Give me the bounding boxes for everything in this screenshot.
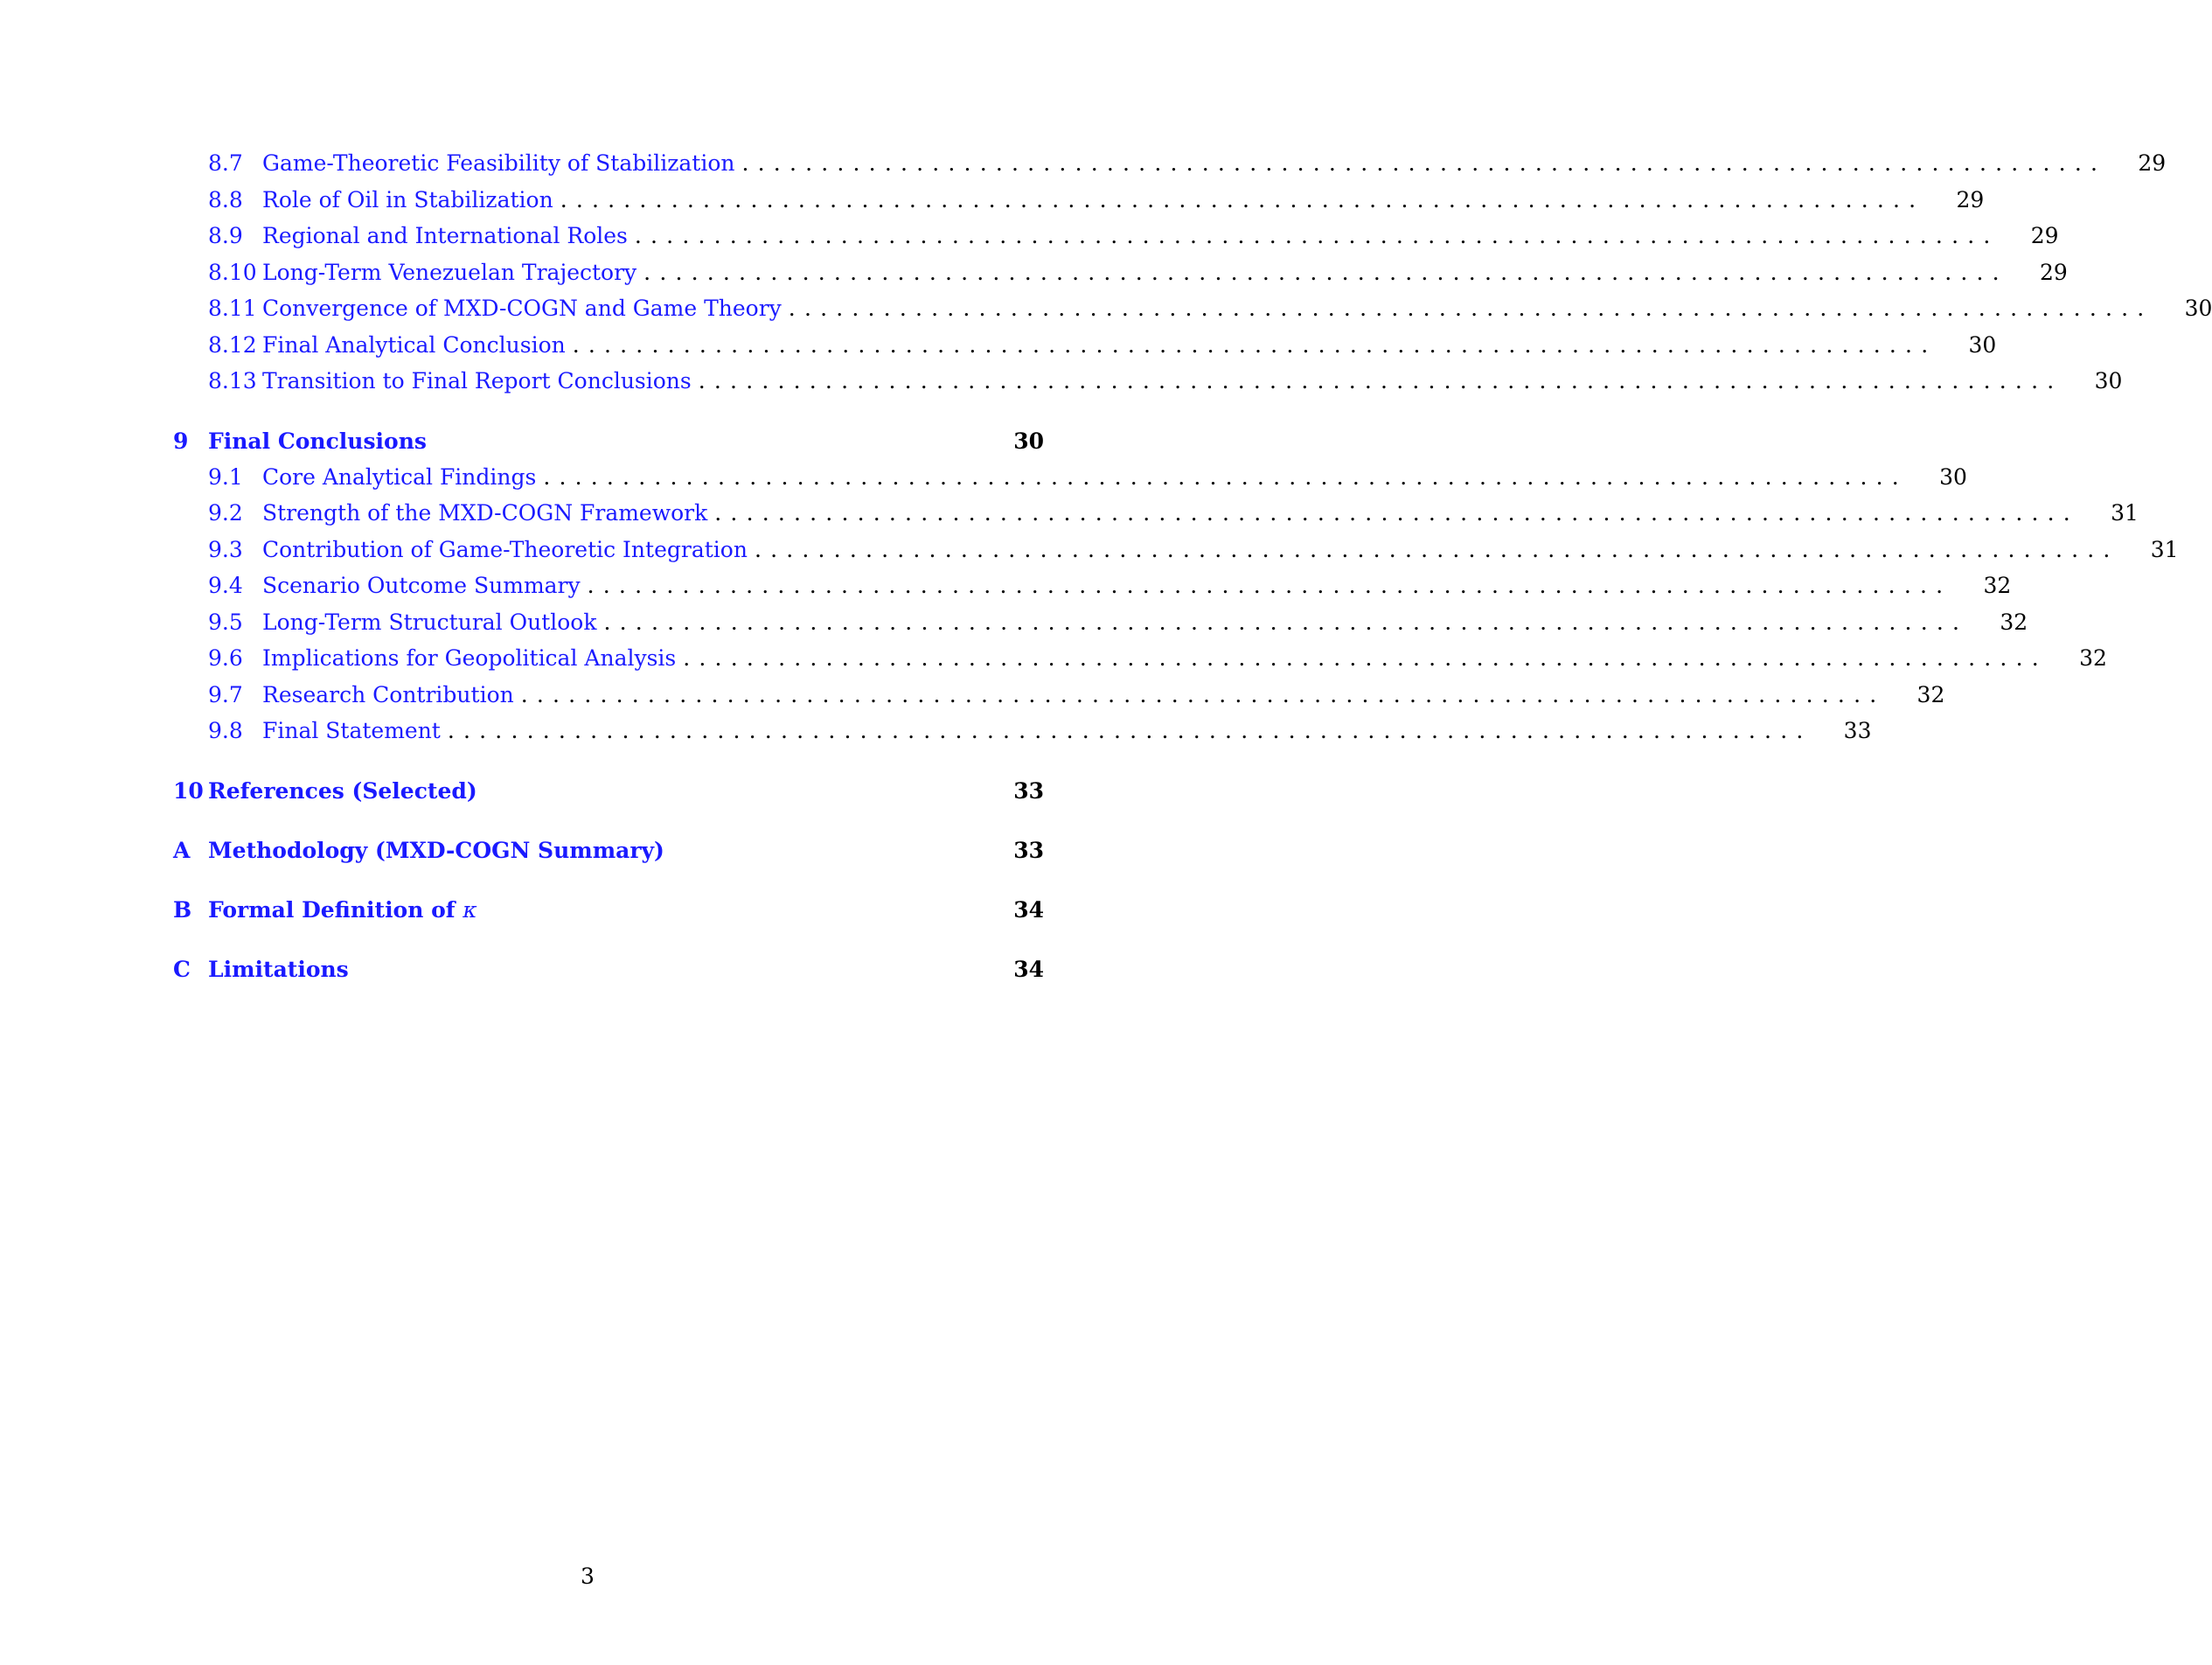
toc-section-page: 34: [1013, 956, 1044, 982]
toc-entry-page: 32: [2079, 645, 2107, 671]
toc-section-page: 34: [1013, 896, 1044, 923]
toc-entry-number: 9.2: [208, 500, 243, 526]
toc-entry-9-6[interactable]: [173, 645, 2107, 682]
dot-leader: ......................................................................................: [741, 150, 2107, 176]
toc-entry-page: 32: [1916, 681, 1945, 707]
dot-leader: ......................................................................................: [447, 718, 1812, 743]
toc-entry-title: Role of Oil in Stabilization: [262, 186, 553, 212]
toc-entry-page: 30: [1968, 331, 1997, 358]
toc-section-number: B: [173, 896, 192, 923]
toc-section-title: Limitations: [208, 956, 349, 982]
dot-leader: ......................................................................................: [587, 573, 1952, 598]
toc-appendix-a[interactable]: [173, 838, 1044, 874]
toc-entry-page: 31: [2150, 536, 2179, 562]
toc-entry-8-7[interactable]: [173, 150, 2167, 187]
toc-entry-9-3[interactable]: [173, 536, 2179, 574]
toc-entry-title: Game-Theoretic Feasibility of Stabilization: [262, 150, 735, 176]
toc-entry-page: 29: [1956, 186, 1985, 212]
toc-entry-title: Implications for Geopolitical Analysis: [262, 645, 677, 671]
toc-entry-page: 31: [2111, 500, 2139, 526]
toc-entry-number: 8.8: [208, 186, 243, 212]
toc-entry-8-13[interactable]: [173, 368, 2123, 405]
toc-entry-title: Research Contribution: [262, 681, 514, 707]
toc-section-page: 33: [1013, 777, 1044, 804]
toc-entry-page: 30: [2094, 368, 2123, 394]
toc-entry-title: Regional and International Roles: [262, 223, 628, 248]
toc-section-title: [208, 897, 477, 923]
toc-section-title: References (Selected): [208, 777, 477, 804]
toc-entry-page: 33: [1843, 718, 1872, 743]
toc-section-9[interactable]: [173, 428, 1044, 464]
toc-entry-8-10[interactable]: [173, 259, 2068, 296]
toc-entry-number: 9.8: [208, 718, 243, 743]
toc-entry-8-11[interactable]: [173, 296, 2212, 332]
dot-leader: ......................................................................................: [788, 296, 2153, 321]
toc-entry-number: 9.6: [208, 645, 243, 671]
toc-entry-title: Transition to Final Report Conclusions: [262, 368, 692, 394]
toc-entry-title: Final Statement: [262, 718, 441, 743]
toc-section-page: 30: [1013, 428, 1044, 454]
toc-section-number: 9: [173, 428, 189, 454]
toc-entry-title: Contribution of Game-Theoretic Integration: [262, 536, 748, 562]
dot-leader: ......................................................................................: [572, 331, 1937, 358]
dot-leader: ......................................................................................: [603, 609, 1969, 635]
toc-entry-9-4[interactable]: [173, 573, 2012, 610]
toc-entry-title: Long-Term Structural Outlook: [262, 609, 597, 635]
toc-section-page: 33: [1013, 837, 1044, 863]
toc-entry-page: 30: [2184, 296, 2212, 321]
toc-section-number: A: [173, 837, 191, 863]
toc-entry-number: 9.4: [208, 573, 243, 598]
dot-leader: ......................................................................................: [520, 681, 1886, 707]
toc-appendix-b[interactable]: [173, 897, 1044, 933]
toc-entry-9-1[interactable]: [173, 463, 1967, 501]
toc-entry-8-8[interactable]: [173, 186, 1985, 224]
table-of-contents: [173, 150, 2212, 993]
dot-leader: ......................................................................................: [543, 463, 1908, 490]
toc-entry-number: 8.12: [208, 331, 257, 358]
toc-entry-number: 9.5: [208, 609, 243, 635]
toc-entry-number: 8.11: [208, 296, 257, 321]
toc-entry-number: 8.10: [208, 259, 257, 285]
dot-leader: ......................................................................................: [560, 186, 1925, 212]
toc-entry-number: 9.3: [208, 536, 243, 562]
toc-entry-page: 29: [2138, 150, 2167, 176]
toc-entry-page: 32: [2000, 609, 2028, 635]
toc-entry-page: 32: [1983, 573, 2012, 598]
toc-entry-8-9[interactable]: [173, 223, 2059, 260]
dot-leader: ......................................................................................: [683, 645, 2048, 671]
toc-section-title: Methodology (MXD-COGN Summary): [208, 837, 664, 863]
dot-leader: ......................................................................................: [698, 368, 2063, 394]
toc-entry-9-8[interactable]: [173, 718, 1872, 755]
toc-entry-number: 8.13: [208, 368, 257, 394]
toc-section-title: Final Conclusions: [208, 428, 427, 454]
toc-entry-title: Final Analytical Conclusion: [262, 331, 566, 358]
toc-entry-9-2[interactable]: [173, 500, 2139, 537]
toc-entry-title: Convergence of MXD-COGN and Game Theory: [262, 296, 782, 321]
toc-entry-8-12[interactable]: [173, 331, 1997, 369]
toc-section-title-text: Formal Definition of: [208, 896, 463, 923]
toc-appendix-c[interactable]: [173, 957, 1044, 993]
dot-leader: ......................................................................................: [714, 500, 2079, 526]
dot-leader: ......................................................................................: [643, 259, 2008, 285]
toc-section-10[interactable]: [173, 778, 1044, 814]
dot-leader: ......................................................................................: [754, 536, 2119, 562]
toc-entry-number: 9.7: [208, 681, 243, 707]
toc-entry-title: Core Analytical Findings: [262, 463, 537, 490]
toc-entry-page: 30: [1939, 463, 1967, 490]
toc-entry-page: 29: [2030, 223, 2059, 248]
dot-leader: ......................................................................................: [634, 223, 2000, 248]
toc-entry-9-5[interactable]: [173, 609, 2028, 646]
toc-entry-title: Strength of the MXD-COGN Framework: [262, 500, 708, 526]
toc-entry-title: Long-Term Venezuelan Trajectory: [262, 259, 637, 285]
toc-entry-number: 8.7: [208, 150, 243, 176]
toc-section-number: 10: [173, 777, 204, 804]
toc-entry-title: Scenario Outcome Summary: [262, 573, 581, 598]
toc-section-number: C: [173, 956, 191, 982]
toc-entry-9-7[interactable]: [173, 681, 1945, 719]
kappa-symbol: κ: [463, 896, 477, 923]
toc-entry-number: 9.1: [208, 463, 243, 490]
toc-entry-number: 8.9: [208, 223, 243, 248]
page-number: 3: [581, 1564, 595, 1589]
toc-entry-page: 29: [2039, 259, 2068, 285]
